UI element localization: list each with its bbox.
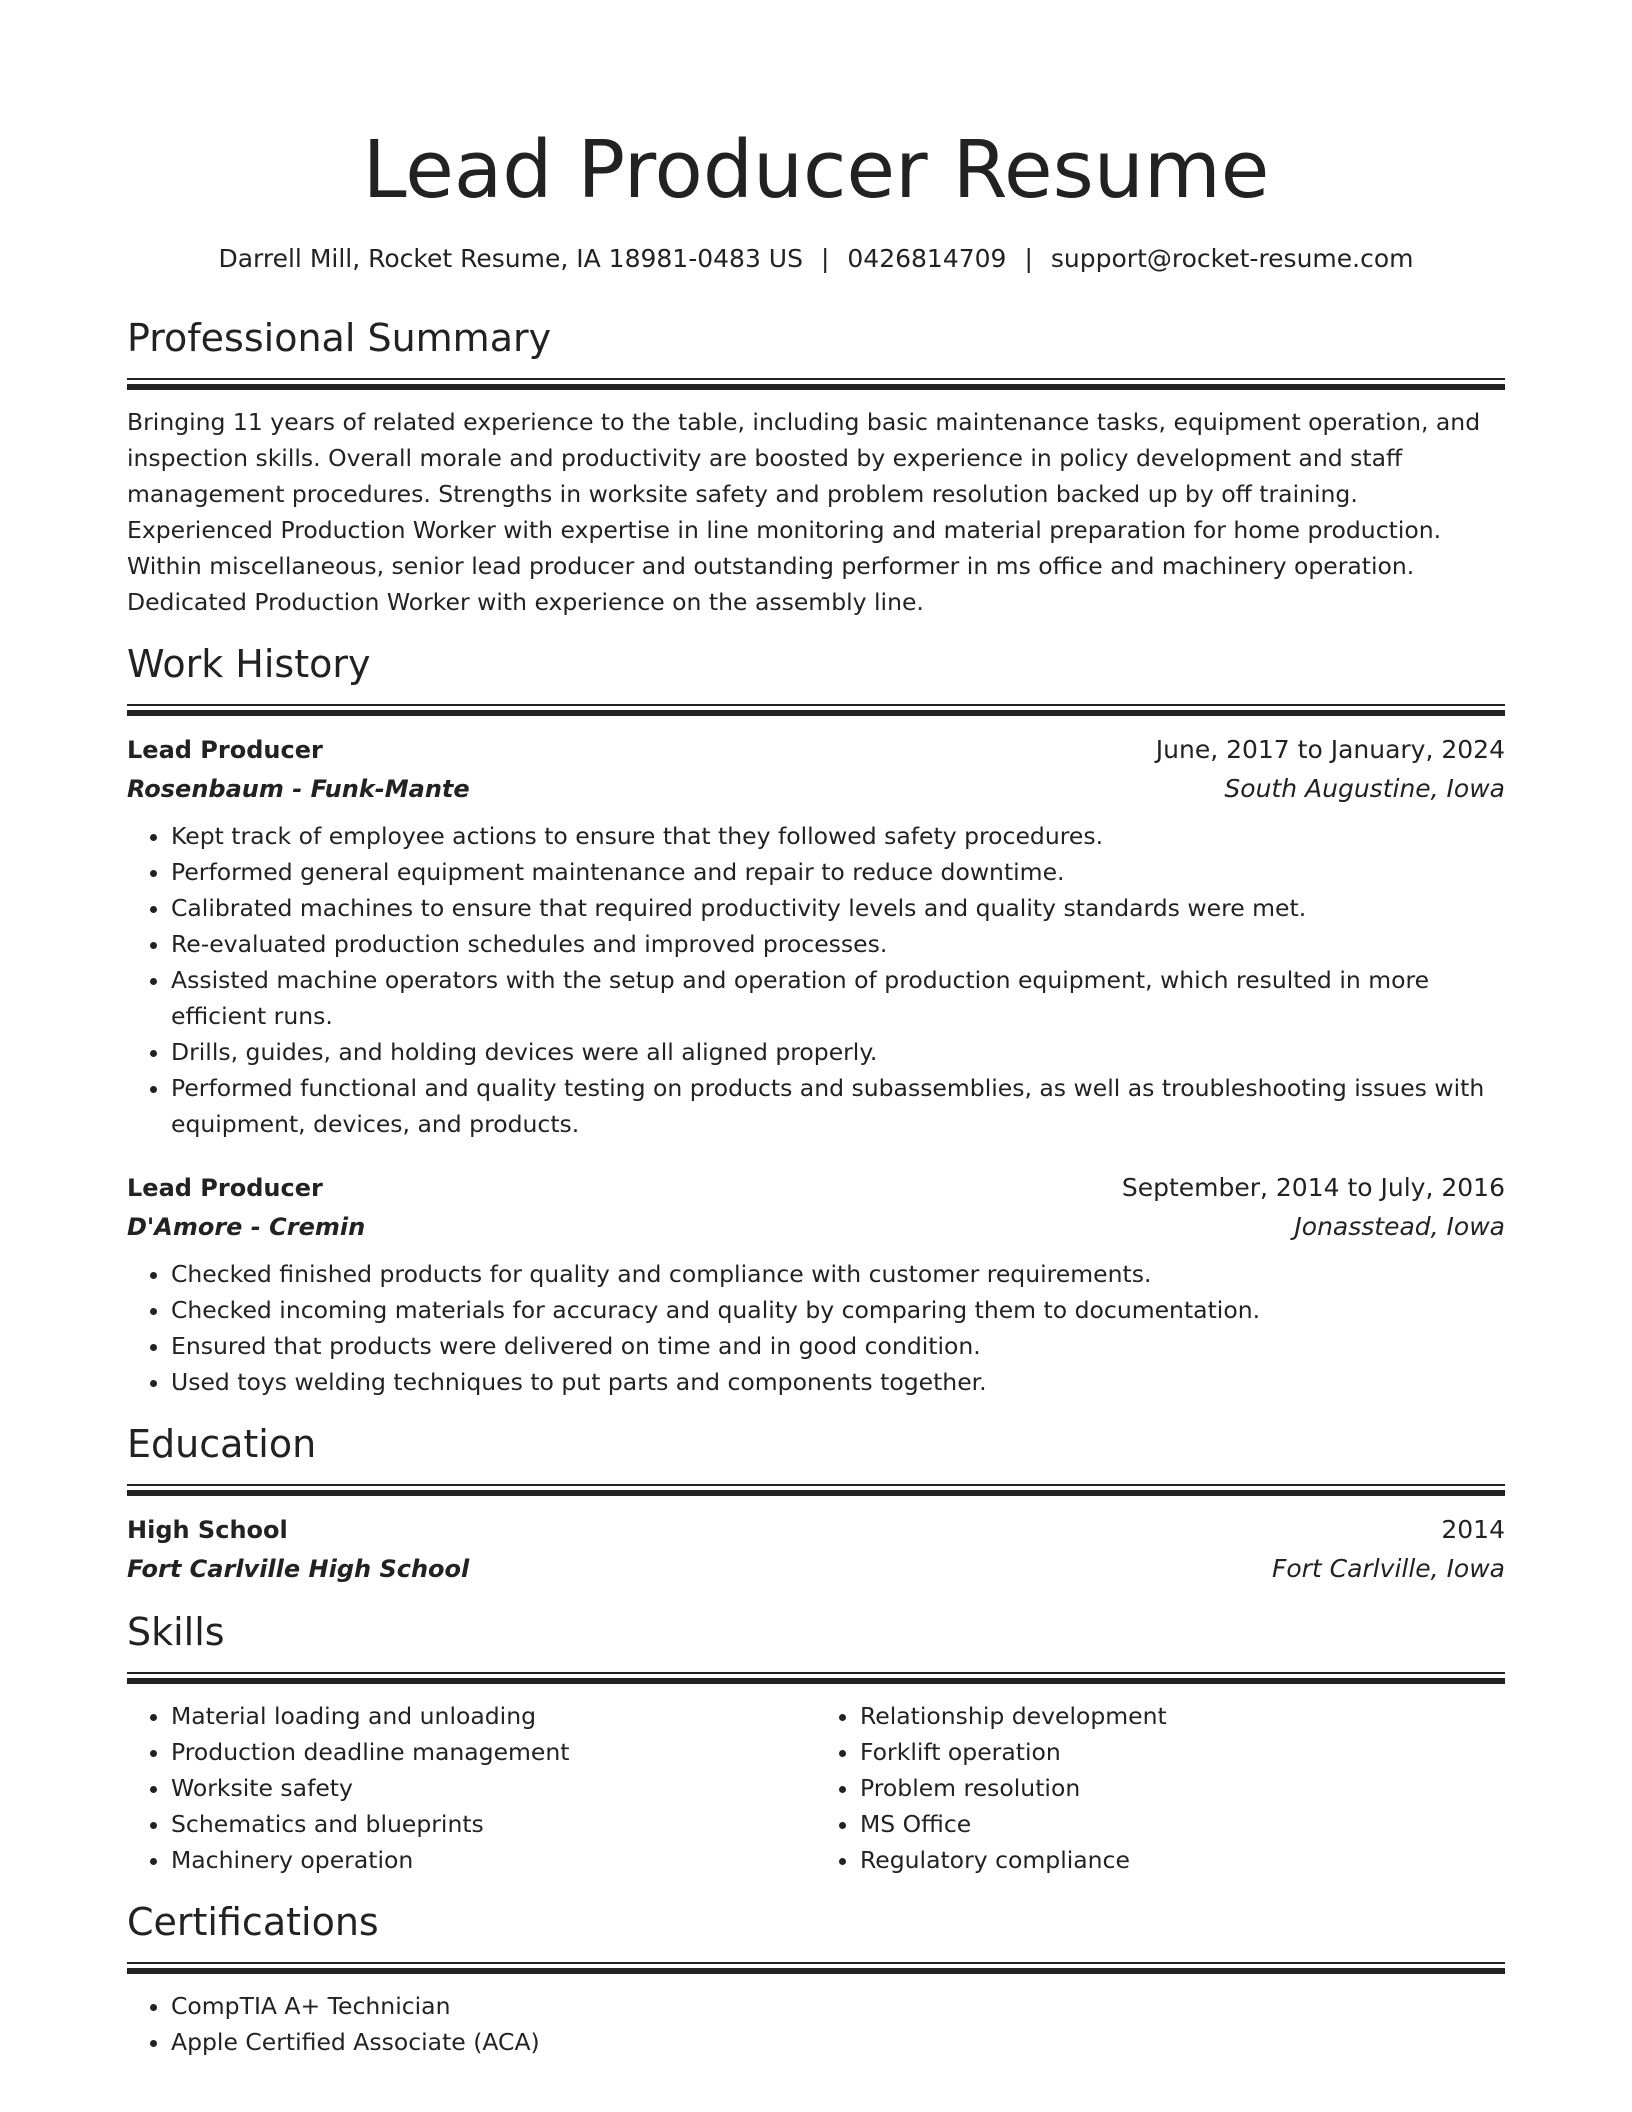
list-item: • Regulatory compliance	[860, 1842, 1505, 1878]
section-divider	[127, 378, 1505, 390]
list-item: • Problem resolution	[860, 1770, 1505, 1806]
education-location: Fort Carlville, Iowa	[1271, 1554, 1505, 1583]
job-dates: September, 2014 to July, 2016	[1121, 1173, 1505, 1202]
list-item: • Apple Certified Associate (ACA)	[171, 2024, 1505, 2060]
contact-separator: |	[820, 244, 830, 273]
list-item: • Schematics and blueprints	[171, 1806, 816, 1842]
skills-columns	[127, 1698, 1505, 1878]
section-divider	[127, 1962, 1505, 1974]
job-dates: June, 2017 to January, 2024	[1155, 735, 1505, 764]
list-item: • Checked finished products for quality and compliance with customer requirements.	[171, 1256, 1505, 1292]
skills-list-left	[127, 1698, 816, 1878]
list-item: • Calibrated machines to ensure that required productivity levels and quality standards were met.	[171, 890, 1505, 926]
education-heading: Education	[127, 1422, 317, 1466]
contact-email: support@rocket-resume.com	[1050, 244, 1414, 273]
certifications-heading: Certifications	[127, 1900, 379, 1944]
work-history-heading: Work History	[127, 642, 371, 686]
list-item: • Relationship development	[860, 1698, 1505, 1734]
list-item: • Re-evaluated production schedules and improved processes.	[171, 926, 1505, 962]
contact-line	[127, 242, 1505, 276]
list-item: • CompTIA A+ Technician	[171, 1988, 1505, 2024]
list-item: • Performed functional and quality testing on products and subassemblies, as well as troubleshooting issues with equipment, devices, and products.	[171, 1070, 1505, 1142]
education-school: Fort Carlville High School	[127, 1555, 470, 1583]
list-item: • Production deadline management	[171, 1734, 816, 1770]
resume-title: Lead Producer Resume	[362, 124, 1270, 216]
contact-separator: |	[1024, 244, 1033, 273]
list-item: • Checked incoming materials for accuracy and quality by comparing them to documentation.	[171, 1292, 1505, 1328]
job-company: Rosenbaum - Funk-Mante	[127, 775, 470, 803]
contact-phone: 0426814709	[847, 244, 1007, 273]
list-item: • MS Office	[860, 1806, 1505, 1842]
list-item: • Assisted machine operators with the setup and operation of production equipment, which resulted in more efficient runs.	[171, 962, 1505, 1034]
skills-section	[127, 1608, 1505, 1878]
contact-address: Darrell Mill, Rocket Resume, IA 18981-0483 US	[218, 244, 803, 273]
job-entry	[127, 730, 1505, 1142]
list-item: • Drills, guides, and holding devices were all aligned properly.	[171, 1034, 1505, 1070]
education-year: 2014	[1441, 1515, 1505, 1544]
job-title: Lead Producer	[127, 736, 323, 764]
list-item: • Material loading and unloading	[171, 1698, 816, 1734]
summary-text: Bringing 11 years of related experience to the table, including basic maintenance tasks, equipment operation, and inspection skills. Overall morale and productivity are boosted by experience in policy development and staff management procedures. Strengths in worksite safety and problem resolution backed up by off training. Experienced Production Worker with expertise in line monitoring and material preparation for home production. Within miscellaneous, senior lead producer and outstanding performer in ms office and machinery operation. Dedicated Production Worker with experience on the assembly line.	[127, 408, 1481, 616]
list-item: • Machinery operation	[171, 1842, 816, 1878]
education-section	[127, 1420, 1505, 1588]
work-history-section	[127, 640, 1505, 1400]
job-entry	[127, 1168, 1505, 1400]
list-item: • Performed general equipment maintenance and repair to reduce downtime.	[171, 854, 1505, 890]
section-divider	[127, 1484, 1505, 1496]
list-item: • Ensured that products were delivered on time and in good condition.	[171, 1328, 1505, 1364]
section-divider	[127, 1672, 1505, 1684]
job-location: South Augustine, Iowa	[1224, 774, 1505, 803]
list-item: • Used toys welding techniques to put parts and components together.	[171, 1364, 1505, 1400]
education-degree: High School	[127, 1516, 288, 1544]
certifications-section	[127, 1898, 1505, 2060]
job-title: Lead Producer	[127, 1174, 323, 1202]
list-item: • Forklift operation	[860, 1734, 1505, 1770]
summary-heading: Professional Summary	[127, 316, 552, 360]
summary-section	[127, 314, 1505, 620]
job-bullets	[127, 818, 1505, 1142]
skills-heading: Skills	[127, 1610, 225, 1654]
skills-list-right	[816, 1698, 1505, 1878]
job-company: D'Amore - Cremin	[127, 1213, 366, 1241]
list-item: • Kept track of employee actions to ensure that they followed safety procedures.	[171, 818, 1505, 854]
job-bullets	[127, 1256, 1505, 1400]
job-location: Jonasstead, Iowa	[1294, 1212, 1505, 1241]
section-divider	[127, 704, 1505, 716]
list-item: • Worksite safety	[171, 1770, 816, 1806]
certifications-list	[127, 1988, 1505, 2060]
